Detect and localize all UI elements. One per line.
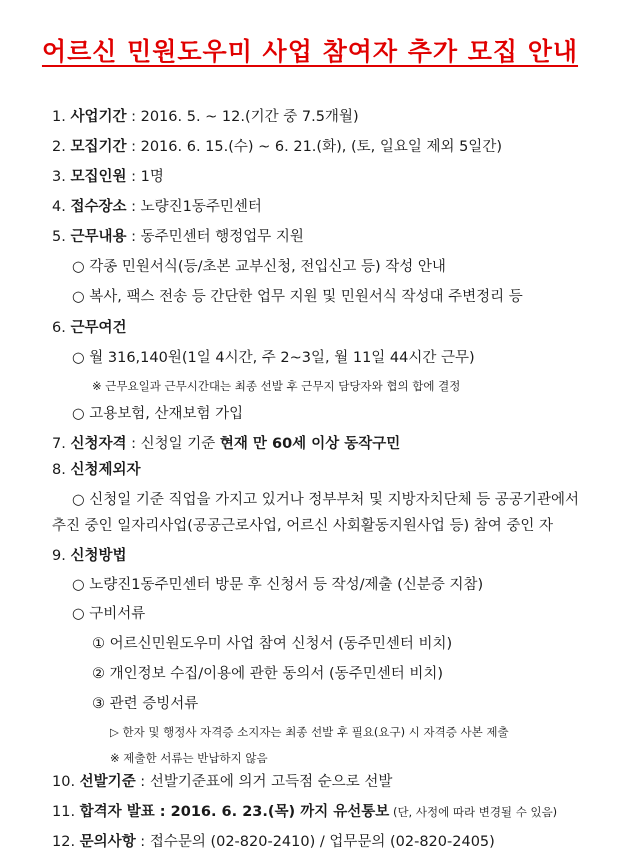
duty-detail-2: ○ 복사, 팩스 전송 등 간단한 업무 지원 및 민원서식 작성대 주변정리 등 xyxy=(72,289,523,305)
item-period: 1. 사업기간 : 2016. 5. ~ 12.(기간 중 7.5개월) xyxy=(52,109,359,125)
document-3-note-1: ▷ 한자 및 행정사 자격증 소지자는 최종 선발 후 필요(요구) 시 자격증 사본 제출 xyxy=(110,725,509,739)
item-conditions: 6. 근무여건 xyxy=(52,320,127,336)
condition-pay: ○ 월 316,140원(1일 4시간, 주 2~3일, 월 11일 44시간 근무) xyxy=(72,350,475,366)
item-location: 4. 접수장소 : 노량진1동주민센터 xyxy=(52,199,262,215)
exclusion-detail-1: ○ 신청일 기준 직업을 가지고 있거나 정부부처 및 지방자치단체 등 공공기관에서 xyxy=(72,492,579,508)
item-duties: 5. 근무내용 : 동주민센터 행정업무 지원 xyxy=(52,229,304,245)
document-3: ③ 관련 증빙서류 xyxy=(92,696,199,712)
exclusion-detail-2: 추진 중인 일자리사업(공공근로사업, 어르신 사회활동지원사업 등) 참여 중인 자 xyxy=(52,518,554,534)
document-1: ① 어르신민원도우미 사업 참여 신청서 (동주민센터 비치) xyxy=(92,636,453,652)
item-eligibility: 7. 신청자격 : 신청일 기준 현재 만 60세 이상 동작구민 xyxy=(52,436,401,452)
apply-documents: ○ 구비서류 xyxy=(72,606,146,622)
condition-note: ※ 근무요일과 근무시간대는 최종 선발 후 근무지 담당자와 협의 합에 결정 xyxy=(92,379,461,393)
item-selection: 10. 선발기준 : 선발기준표에 의거 고득점 순으로 선발 xyxy=(52,774,393,790)
item-contact: 12. 문의사항 : 접수문의 (02-820-2410) / 업무문의 (02-820-2405) xyxy=(52,834,495,850)
document-2: ② 개인정보 수집/이용에 관한 동의서 (동주민센터 비치) xyxy=(92,666,443,682)
document-3-note-2: ※ 제출한 서류는 반납하지 않음 xyxy=(110,751,268,765)
item-apply-method: 9. 신청방법 xyxy=(52,548,127,564)
item-announcement: 11. 합격자 발표 : 2016. 6. 23.(목) 까지 유선통보 (단, 사정에 따라 변경될 수 있음) xyxy=(52,804,558,820)
item-headcount: 3. 모집인원 : 1명 xyxy=(52,169,164,185)
apply-visit: ○ 노량진1동주민센터 방문 후 신청서 등 작성/제출 (신분증 지참) xyxy=(72,577,484,593)
duty-detail-1: ○ 각종 민원서식(등/초본 교부신청, 전입신고 등) 작성 안내 xyxy=(72,259,446,275)
item-recruit-period: 2. 모집기간 : 2016. 6. 15.(수) ~ 6. 21.(화), (토, 일요일 제외 5일간) xyxy=(52,139,502,155)
item-exclusions: 8. 신청제외자 xyxy=(52,462,141,478)
condition-insurance: ○ 고용보험, 산재보험 가입 xyxy=(72,406,244,422)
page-title: 어르신 민원도우미 사업 참여자 추가 모집 안내 xyxy=(41,37,579,66)
